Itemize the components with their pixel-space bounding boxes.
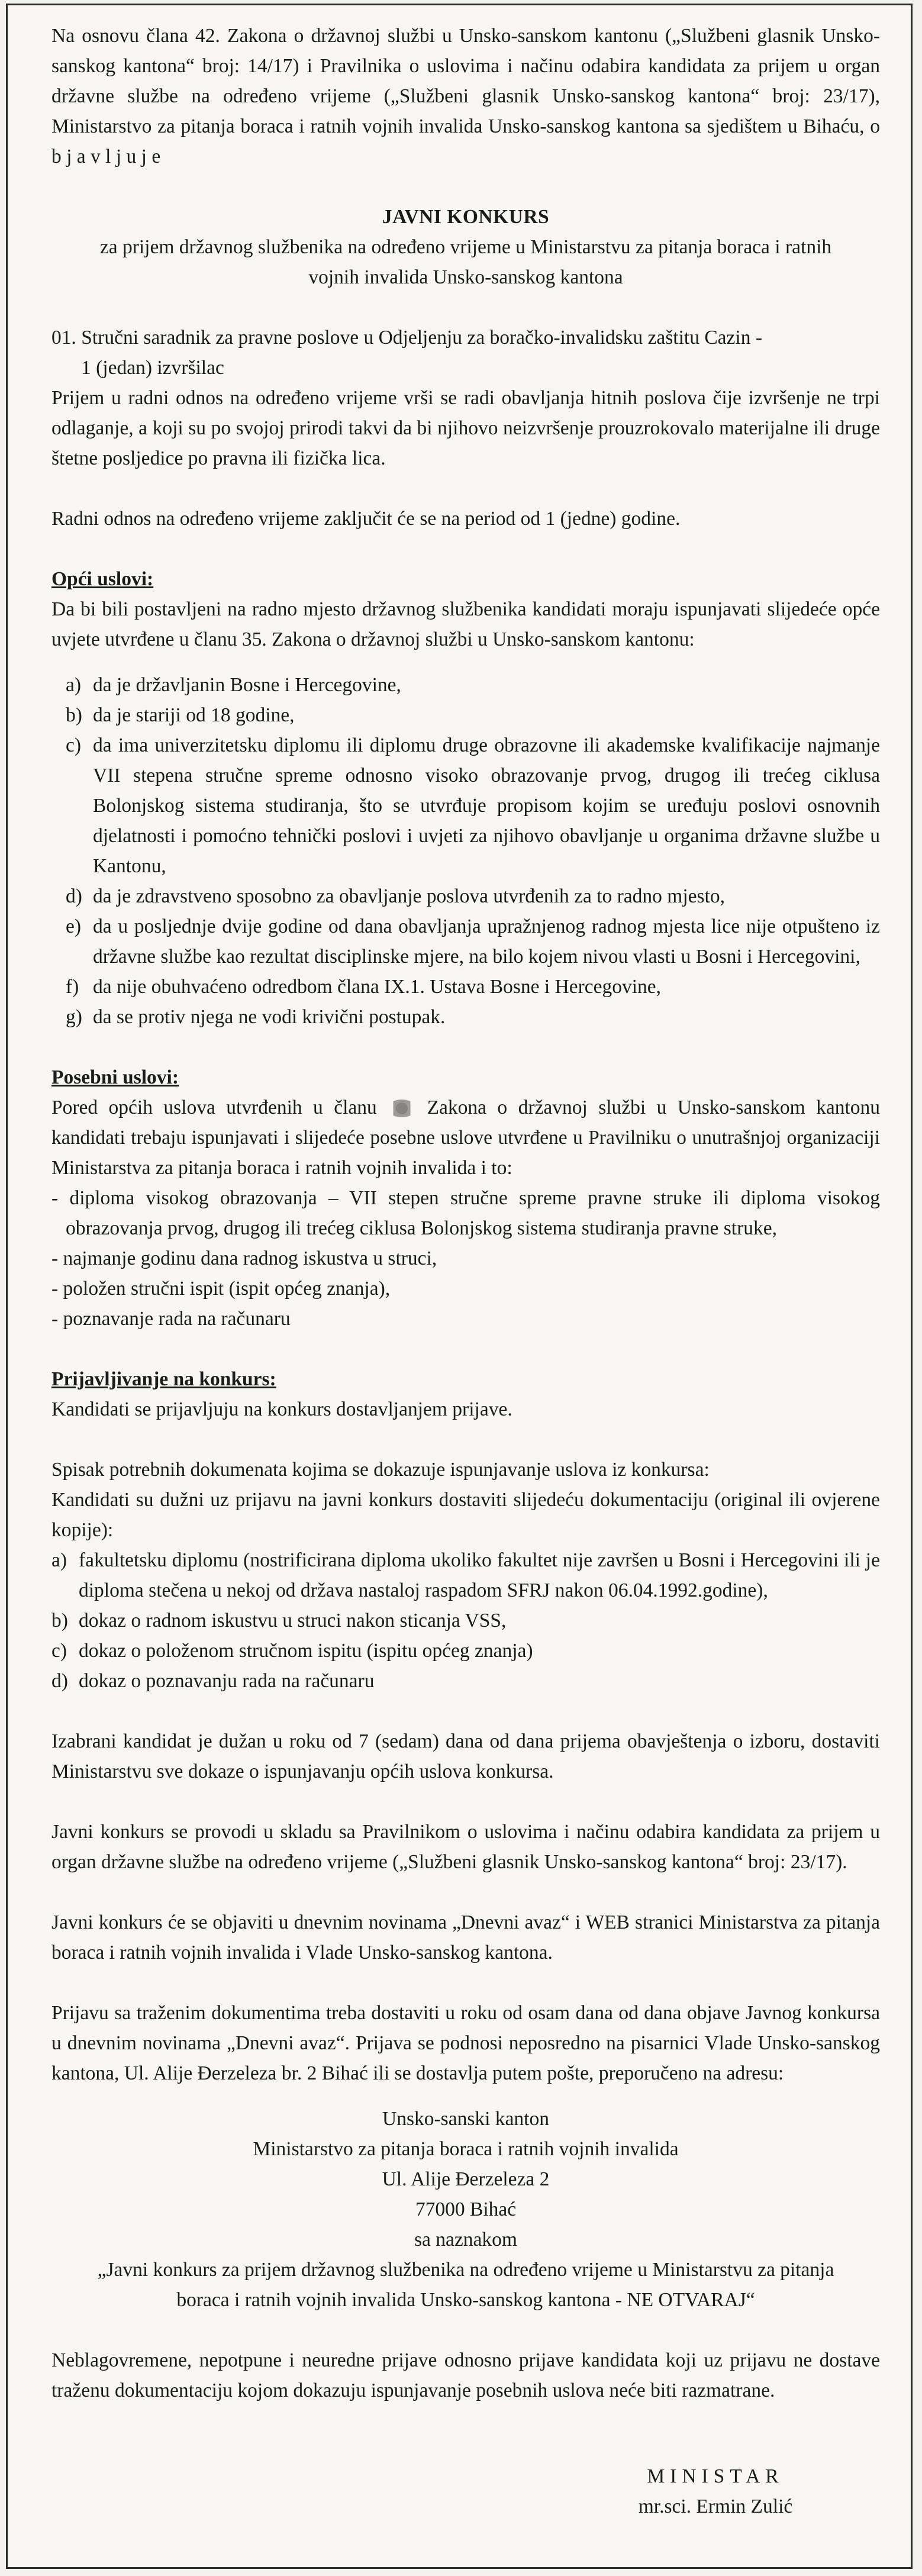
list-item: e) da u posljednje dvije godine od dana obavljanja upražnjenog radnog mjesta lice nije otpušteno iz državne službe kao rezultat disciplinske mjere, na bilo kojem nivou vlasti u Bosni i Hercegovini, [66, 915, 880, 968]
selected-candidate-paragraph: Izabrani kandidat je dužan u roku od 7 (sedam) dana od dana prijema obavještenja o izboru, dostaviti Ministarstvu sve dokaze o ispunjavanju općih uslova konkursa. [51, 1730, 880, 1782]
document-body [51, 21, 880, 2406]
documents-line-1: Spisak potrebnih dokumenata kojima se dokazuje ispunjavanje uslova iz konkursa: [51, 1459, 710, 1481]
list-item: d) da je zdravstveno sposobno za obavljanje poslova utvrđenih za to radno mjesto, [66, 885, 725, 907]
general-conditions-intro: Da bi bili postavljeni na radno mjesto državnog službenika kandidati moraju ispunjavati slijedeće opće uvjete utvrđene u članu 35. Zakona o državnoj službi u Unsko-sanskom kantonu: [51, 598, 880, 650]
list-item: a) da je državljanin Bosne i Hercegovine, [66, 674, 401, 696]
general-conditions-heading: Opći uslovi: [51, 568, 154, 590]
list-item: - najmanje godinu dana radnog iskustva u struci, [51, 1247, 437, 1269]
list-item: f) da nije obuhvaćeno odredbom člana IX.1. Ustava Bosne i Hercegovine, [66, 976, 662, 998]
general-conditions-list [51, 670, 880, 1032]
position-description: Prijem u radni odnos na određeno vrijeme vrši se radi obavljanja hitnih poslova čije izvršenje ne trpi odlaganje, a koji su po svojoj prirodi takvi da bi njihovo neizvršenje prouzrokovalo materijalne ili druge štetne posljedice po pravna ili fizička lica. [51, 387, 880, 469]
signature-title: MINISTAR [647, 2465, 784, 2487]
position-line-2: 1 (jedan) izvršilac [81, 357, 224, 379]
list-item: b) dokaz o radnom iskustvu u struci nakon sticanja VSS, [51, 1610, 507, 1632]
late-applications-paragraph: Neblagovremene, nepotpune i neuredne prijave odnosno prijave kandidata koji uz prijavu ne dostave traženu dokumentaciju kojom dokazuju ispunjavanje posebnih uslova neće biti razmatrane. [51, 2349, 880, 2401]
documents-line-2: Kandidati su dužni uz prijavu na javni konkurs dostaviti slijedeću dokumentaciju (original ili ovjerene kopije): [51, 1489, 880, 1541]
signature-name: mr.sci. Ermin Zulić [638, 2496, 793, 2517]
application-heading: Prijavljivanje na konkurs: [51, 1368, 276, 1390]
position-line-1: 01. Stručni saradnik za pravne poslove u Odjeljenju za boračko-invalidsku zaštitu Cazin - [51, 327, 762, 349]
application-text: Kandidati se prijavljuju na konkurs dostavljanjem prijave. [51, 1398, 512, 1420]
list-item: g) da se protiv njega ne vodi krivični postupak. [66, 1006, 446, 1028]
address-line: Ul. Alije Đerzeleza 2 [382, 2168, 550, 2190]
list-item: - diploma visokog obrazovanja – VII stepen stručne spreme pravne struke ili diploma visokog obrazovanja prvog, drugog ili trećeg ciklusa Bolonjskog sistema studiranja pravne struke, [51, 1187, 880, 1239]
address-line: 77000 Bihać [415, 2198, 517, 2220]
address-line: sa naznakom [414, 2229, 517, 2251]
list-item: c) da ima univerzitetsku diplomu ili diplomu druge obrazovne ili akademske kvalifikacije najmanje VII stepena stručne spreme odnosno visoko obrazovanje prvog, drugog ili trećeg ciklusa Bolonjskog sistema studiranja, što se utvrđuje propisom kojim se uređuju poslovi osnovnih djelatnosti i pomoćno tehnički poslovi i uvjeti za njihovo obavljanje u organima državne službe u Kantonu, [66, 734, 880, 877]
special-conditions-heading: Posebni uslovi: [51, 1066, 179, 1088]
document-page [6, 4, 913, 2569]
special-conditions-list [51, 1183, 880, 1334]
signature-block [609, 2461, 822, 2522]
special-intro-part-1: Pored općih uslova utvrđenih u članu [51, 1097, 377, 1118]
documents-list [51, 1545, 880, 1696]
list-item: - položen stručni ispit (ispit općeg znanja), [51, 1278, 391, 1300]
list-item: a) fakultetsku diplomu (nostrificirana diploma ukoliko fakultet nije završen u Bosni i Hercegovini ili je diploma stečena u nekoj od država nastaloj raspadom SFRJ nakon 06.04.1992.godine), [51, 1549, 880, 1601]
list-item: c) dokaz o položenom stručnom ispitu (ispitu općeg znanja) [51, 1640, 533, 1662]
document-subtitle: za prijem državnog službenika na određeno vrijeme u Ministarstvu za pitanja boraca i ratnih vojnih invalida Unsko-sanskog kantona [99, 236, 832, 288]
special-intro-part-2: Zakona o državnoj službi u Unsko-sanskom kantonu kandidati trebaju ispunjavati i slijedeće posebne uslove utvrđene u Pravilniku o unutrašnjoj organizaciji Ministarstva za pitanja boraca i ratnih vojnih invalida i to: [51, 1097, 880, 1179]
mailing-address [51, 2104, 880, 2315]
intro-paragraph: Na osnovu člana 42. Zakona o državnoj službi u Unsko-sanskom kantonu („Službeni glasnik Unsko-sanskog kantona“ broj: 14/17) i Pravilnika o uslovima i načinu odabira kandidata za prijem u organ državne službe na određeno vrijeme („Službeni glasnik Unsko-sanskog kantona“ broj: 23/17), Ministarstvo za pitanja boraca i ratnih vojnih invalida Unsko-sanskog kantona sa sjedištem u Bihaću, o b j a v l j u j e [51, 25, 880, 167]
conducted-paragraph: Javni konkurs se provodi u skladu sa Pravilnikom o uslovima i načinu odabira kandidata za prijem u organ državne službe na određeno vrijeme („Službeni glasnik Unsko-sanskog kantona“ broj: 23/17). [51, 1821, 880, 1873]
address-line: Ministarstvo za pitanja boraca i ratnih vojnih invalida [253, 2138, 679, 2160]
document-title: JAVNI KONKURS [382, 206, 550, 228]
list-item: d) dokaz o poznavanju rada na računaru [51, 1670, 375, 1692]
published-paragraph: Javni konkurs će se objaviti u dnevnim novinama „Dnevni avaz“ i WEB stranici Ministarstva za pitanja boraca i ratnih vojnih invalida i Vlade Unsko-sanskog kantona. [51, 1911, 880, 1964]
special-conditions-intro [51, 1092, 880, 1183]
list-item: b) da je stariji od 18 godine, [66, 704, 295, 726]
envelope-marking: „Javni konkurs za prijem državnog službenika na određeno vrijeme u Ministarstvu za pitanja boraca i ratnih vojnih invalida Unsko-sanskog kantona - NE OTVARAJ“ [97, 2259, 834, 2311]
submission-paragraph: Prijavu sa traženim dokumentima treba dostaviti u roku od osam dana od dana objave Javnog konkursa u dnevnim novinama „Dnevni avaz“. Prijava se podnosi neposredno na pisarnici Vlade Unsko-sanskog kantona, Ul. Alije Đerzeleza br. 2 Bihać ili se dostavlja putem pošte, preporučeno na adresu: [51, 2002, 880, 2084]
ink-blot-icon [388, 1100, 416, 1117]
address-line: Unsko-sanski kanton [382, 2108, 549, 2130]
period-paragraph: Radni odnos na određeno vrijeme zaključit će se na period od 1 (jedne) godine. [51, 508, 681, 530]
list-item: - poznavanje rada na računaru [51, 1308, 291, 1330]
